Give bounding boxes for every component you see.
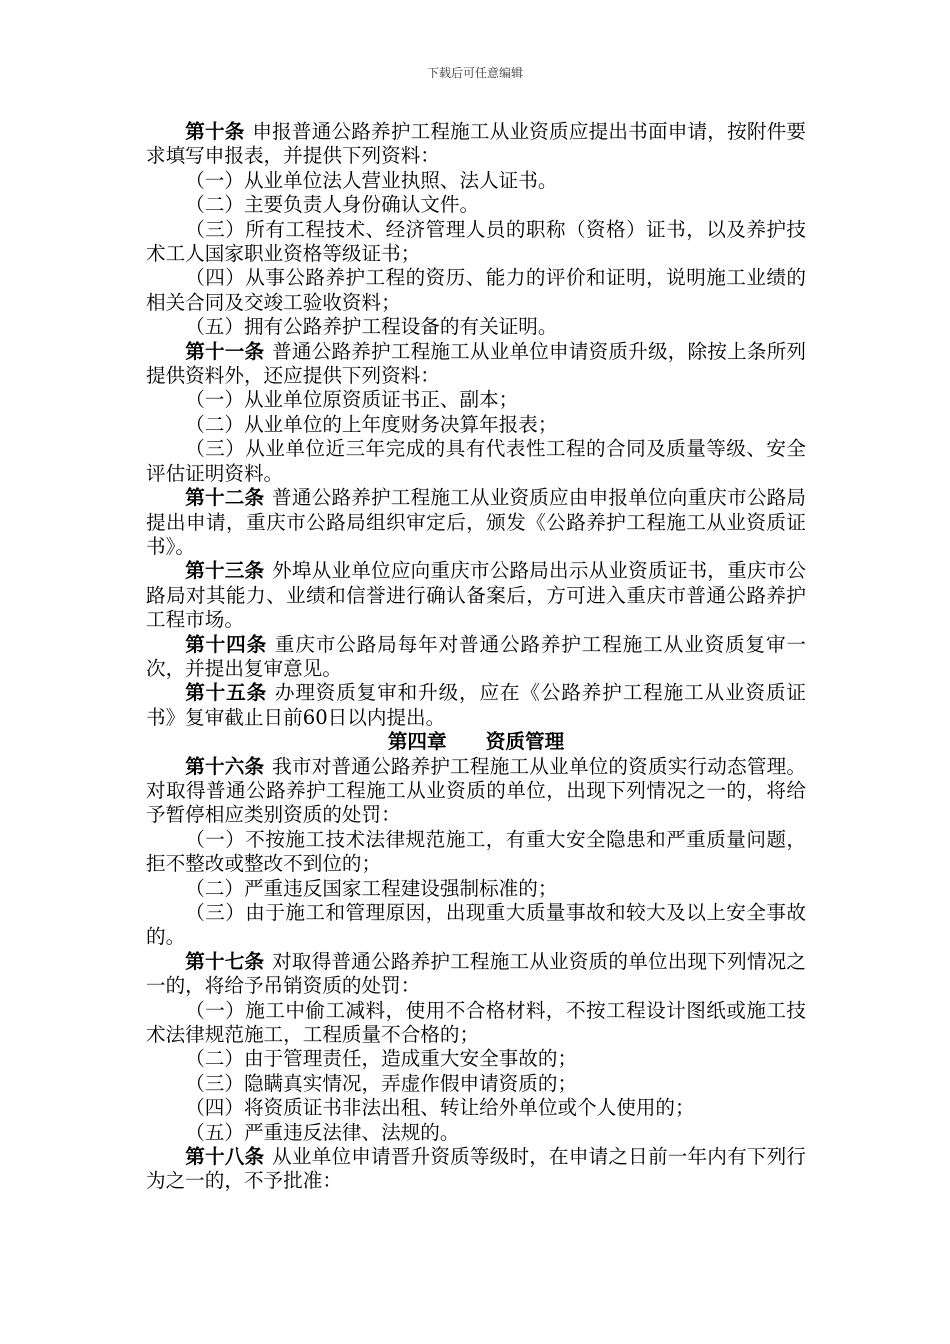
chapter-heading xyxy=(146,730,806,754)
paragraph-text: 从业单位申请晋升资质等级时，在申请之日前一年内有下列行为之一的，不予批准： xyxy=(146,1145,807,1193)
article-number: 第十四条 xyxy=(185,632,268,656)
list-item xyxy=(146,437,806,486)
paragraph-text: （一）施工中偷工减料，使用不合格材料，不按工程设计图纸或施工技术法律规范施工，工程质量不合格的； xyxy=(146,998,806,1047)
section-before-chapter xyxy=(146,120,806,730)
paragraph-text: 普通公路养护工程施工从业单位申请资质升级，除按上条所列提供资料外，还应提供下列资料： xyxy=(146,339,807,388)
list-item xyxy=(146,315,806,339)
paragraph-text: 对取得普通公路养护工程施工从业资质的单位出现下列情况之一的，将给予吊销资质的处罚： xyxy=(146,949,807,998)
article-number: 第十一条 xyxy=(185,339,265,363)
article-number: 第十八条 xyxy=(185,1145,265,1169)
paragraph-text: （三）由于施工和管理原因，出现重大质量事故和较大及以上安全事故的。 xyxy=(146,901,806,949)
paragraph-text: （四）将资质证书非法出租、转让给外单位或个人使用的； xyxy=(185,1096,695,1120)
paragraph-text: 我市对普通公路养护工程施工从业单位的资质实行动态管理。对取得普通公路养护工程施工从业资质的单位，出现下列情况之一的，将给予暂停相应类别资质的处罚： xyxy=(146,754,807,827)
paragraph-text: （五）严重违反法律、法规的。 xyxy=(185,1120,460,1144)
article-paragraph xyxy=(146,486,806,559)
paragraph-text: 办理资质复审和升级，应在《公路养护工程施工从业资质证书》复审截止日前60日以内提出。 xyxy=(146,681,807,729)
article-paragraph xyxy=(146,1145,806,1194)
list-item xyxy=(146,1096,806,1120)
article-number: 第十五条 xyxy=(185,681,268,705)
list-item xyxy=(146,218,806,267)
list-item xyxy=(146,193,806,217)
list-item xyxy=(146,901,806,950)
paragraph-text: （一）从业单位原资质证书正、副本； xyxy=(185,388,519,412)
article-number: 第十六条 xyxy=(185,754,265,778)
list-item xyxy=(146,877,806,901)
paragraph-text: （三）所有工程技术、经济管理人员的职称（资格）证书，以及养护技术工人国家职业资格等级证书； xyxy=(146,217,806,266)
paragraph-text: 申报普通公路养护工程施工从业资质应提出书面申请，按附件要求填写申报表，并提供下列资料： xyxy=(146,120,807,168)
list-item xyxy=(146,169,806,193)
article-paragraph xyxy=(146,120,806,169)
article-number: 第十条 xyxy=(185,120,245,143)
list-item xyxy=(146,1121,806,1145)
article-paragraph xyxy=(146,340,806,389)
paragraph-text: （三）从业单位近三年完成的具有代表性工程的合同及质量等级、安全评估证明资料。 xyxy=(146,437,806,485)
list-item xyxy=(146,1047,806,1071)
paragraph-text: （二）由于管理责任，造成重大安全事故的； xyxy=(185,1047,578,1071)
paragraph-text: （二）严重违反国家工程建设强制标准的； xyxy=(185,876,558,900)
list-item xyxy=(146,266,806,315)
section-after-chapter xyxy=(146,755,806,1194)
paragraph-text: （四）从事公路养护工程的资历、能力的评价和证明，说明施工业绩的相关合同及交竣工验收资料； xyxy=(146,266,806,314)
article-number: 第十七条 xyxy=(185,949,265,973)
paragraph-text: （一）不按施工技术法律规范施工，有重大安全隐患和严重质量问题，拒不整改或整改不到位的； xyxy=(146,827,806,876)
article-paragraph xyxy=(146,755,806,828)
page-header: 下载后可任意编辑 xyxy=(426,66,523,80)
article-paragraph xyxy=(146,559,806,632)
paragraph-text: （三）隐瞒真实情况，弄虚作假申请资质的； xyxy=(185,1071,578,1095)
article-number: 第十二条 xyxy=(185,486,265,510)
paragraph-text: 外埠从业单位应向重庆市公路局出示从业资质证书，重庆市公路局对其能力、业绩和信誉进行确认备案后，方可进入重庆市普通公路养护工程市场。 xyxy=(146,559,807,632)
paragraph-text: （五）拥有公路养护工程设备的有关证明。 xyxy=(185,315,558,339)
chapter-number: 第四章 xyxy=(387,730,447,754)
list-item xyxy=(146,388,806,412)
paragraph-text: （一）从业单位法人营业执照、法人证书。 xyxy=(185,168,558,192)
article-paragraph xyxy=(146,681,806,730)
paragraph-text: 普通公路养护工程施工从业资质应由申报单位向重庆市公路局提出申请，重庆市公路局组织审定后，颁发《公路养护工程施工从业资质证书》。 xyxy=(146,486,807,558)
list-item xyxy=(146,1072,806,1096)
article-number: 第十三条 xyxy=(185,559,265,583)
chapter-title: 资质管理 xyxy=(485,730,565,754)
list-item xyxy=(146,413,806,437)
paragraph-text: （二）主要负责人身份确认文件。 xyxy=(185,193,480,217)
paragraph-text: 重庆市公路局每年对普通公路养护工程施工从业资质复审一次，并提出复审意见。 xyxy=(146,632,807,680)
paragraph-text: （二）从业单位的上年度财务决算年报表； xyxy=(185,412,558,436)
list-item xyxy=(146,999,806,1048)
article-paragraph xyxy=(146,950,806,999)
list-item xyxy=(146,828,806,877)
document-body xyxy=(146,120,806,1194)
article-paragraph xyxy=(146,633,806,682)
